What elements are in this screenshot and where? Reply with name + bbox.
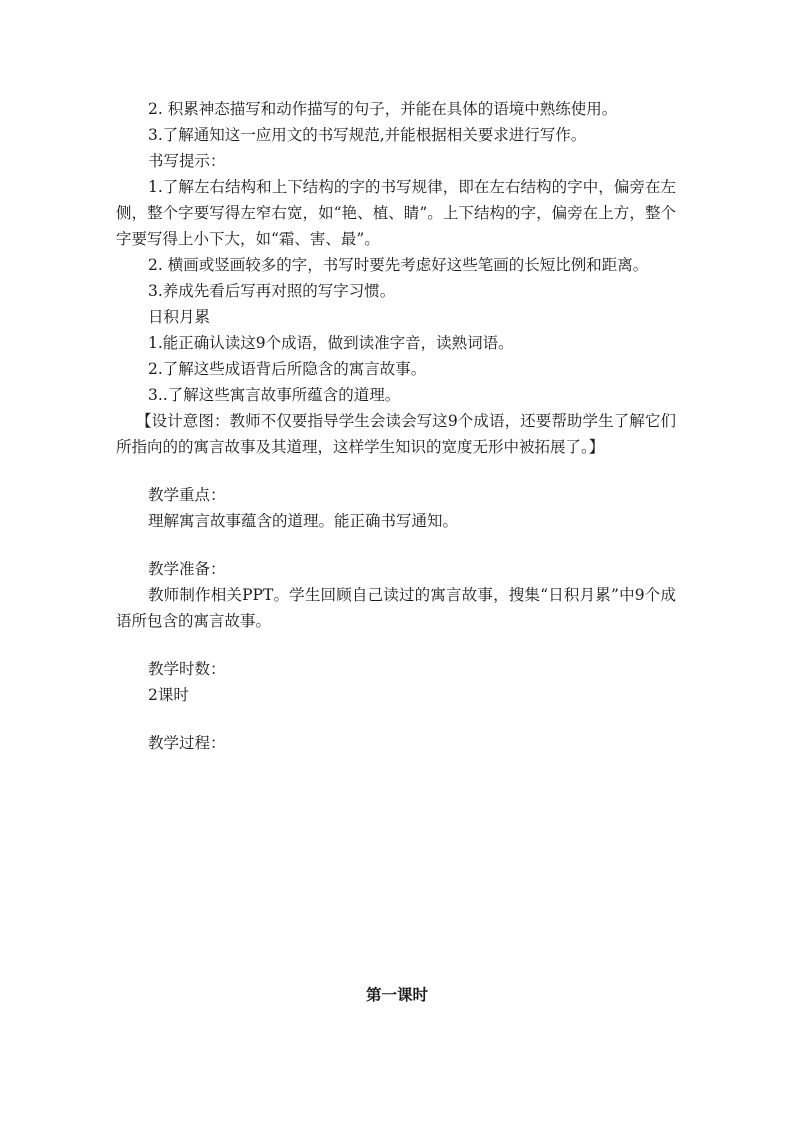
objective-item-2: 2. 积累神态描写和动作描写的句子，并能在具体的语境中熟练使用。 <box>148 100 618 118</box>
writing-tip-item-3: 3.养成先看后写再对照的写字习惯。 <box>148 282 396 300</box>
spacer <box>116 460 676 482</box>
writing-tip-item-2: 2. 横画或竖画较多的字，书写时要先考虑好这些笔画的长短比例和距离。 <box>148 256 649 274</box>
hours-heading: 教学时数： <box>148 660 226 678</box>
design-intent: 【设计意图：教师不仅要指导学生会读会写这9个成语，还要帮助学生了解它们所指向的的寓言故事及其道理，这样学生知识的宽度无形中被拓展了。】 <box>116 412 676 456</box>
writing-tip-item-1: 1.了解左右结构和上下结构的字的书写规律，即在左右结构的字中，偏旁在左侧，整个字要写得左窄右宽，如“艳、植、睛”。上下结构的字，偏旁在上方，整个字要写得上小下大，如“霜、害、最”。 <box>116 178 676 248</box>
preparation-heading: 教学准备： <box>148 560 226 578</box>
process-heading: 教学过程： <box>148 734 226 752</box>
key-points-content: 理解寓言故事蕴含的道理。能正确书写通知。 <box>148 512 459 530</box>
daily-accumulation-item-3: 3..了解这些寓言故事所蕴含的道理。 <box>148 386 401 404</box>
spacer <box>116 534 676 556</box>
spacer <box>116 634 676 656</box>
writing-tips-heading: 书写提示： <box>148 152 226 170</box>
key-points-heading: 教学重点： <box>148 486 226 504</box>
daily-accumulation-heading: 日积月累 <box>148 308 211 326</box>
preparation-content: 教师制作相关PPT。学生回顾自己读过的寓言故事，搜集“日积月累”中9个成语所包含的寓言故事。 <box>116 586 676 630</box>
document-body <box>116 96 676 756</box>
lesson-title: 第一课时 <box>365 985 428 1004</box>
daily-accumulation-item-1: 1.能正确认读这9个成语，做到读准字音，读熟词语。 <box>148 334 514 352</box>
daily-accumulation-item-2: 2.了解这些成语背后所隐含的寓言故事。 <box>148 360 427 378</box>
hours-content: 2课时 <box>148 686 189 704</box>
objective-item-3: 3.了解通知这一应用文的书写规范,并能根据相关要求进行写作。 <box>148 126 587 144</box>
spacer <box>116 708 676 730</box>
